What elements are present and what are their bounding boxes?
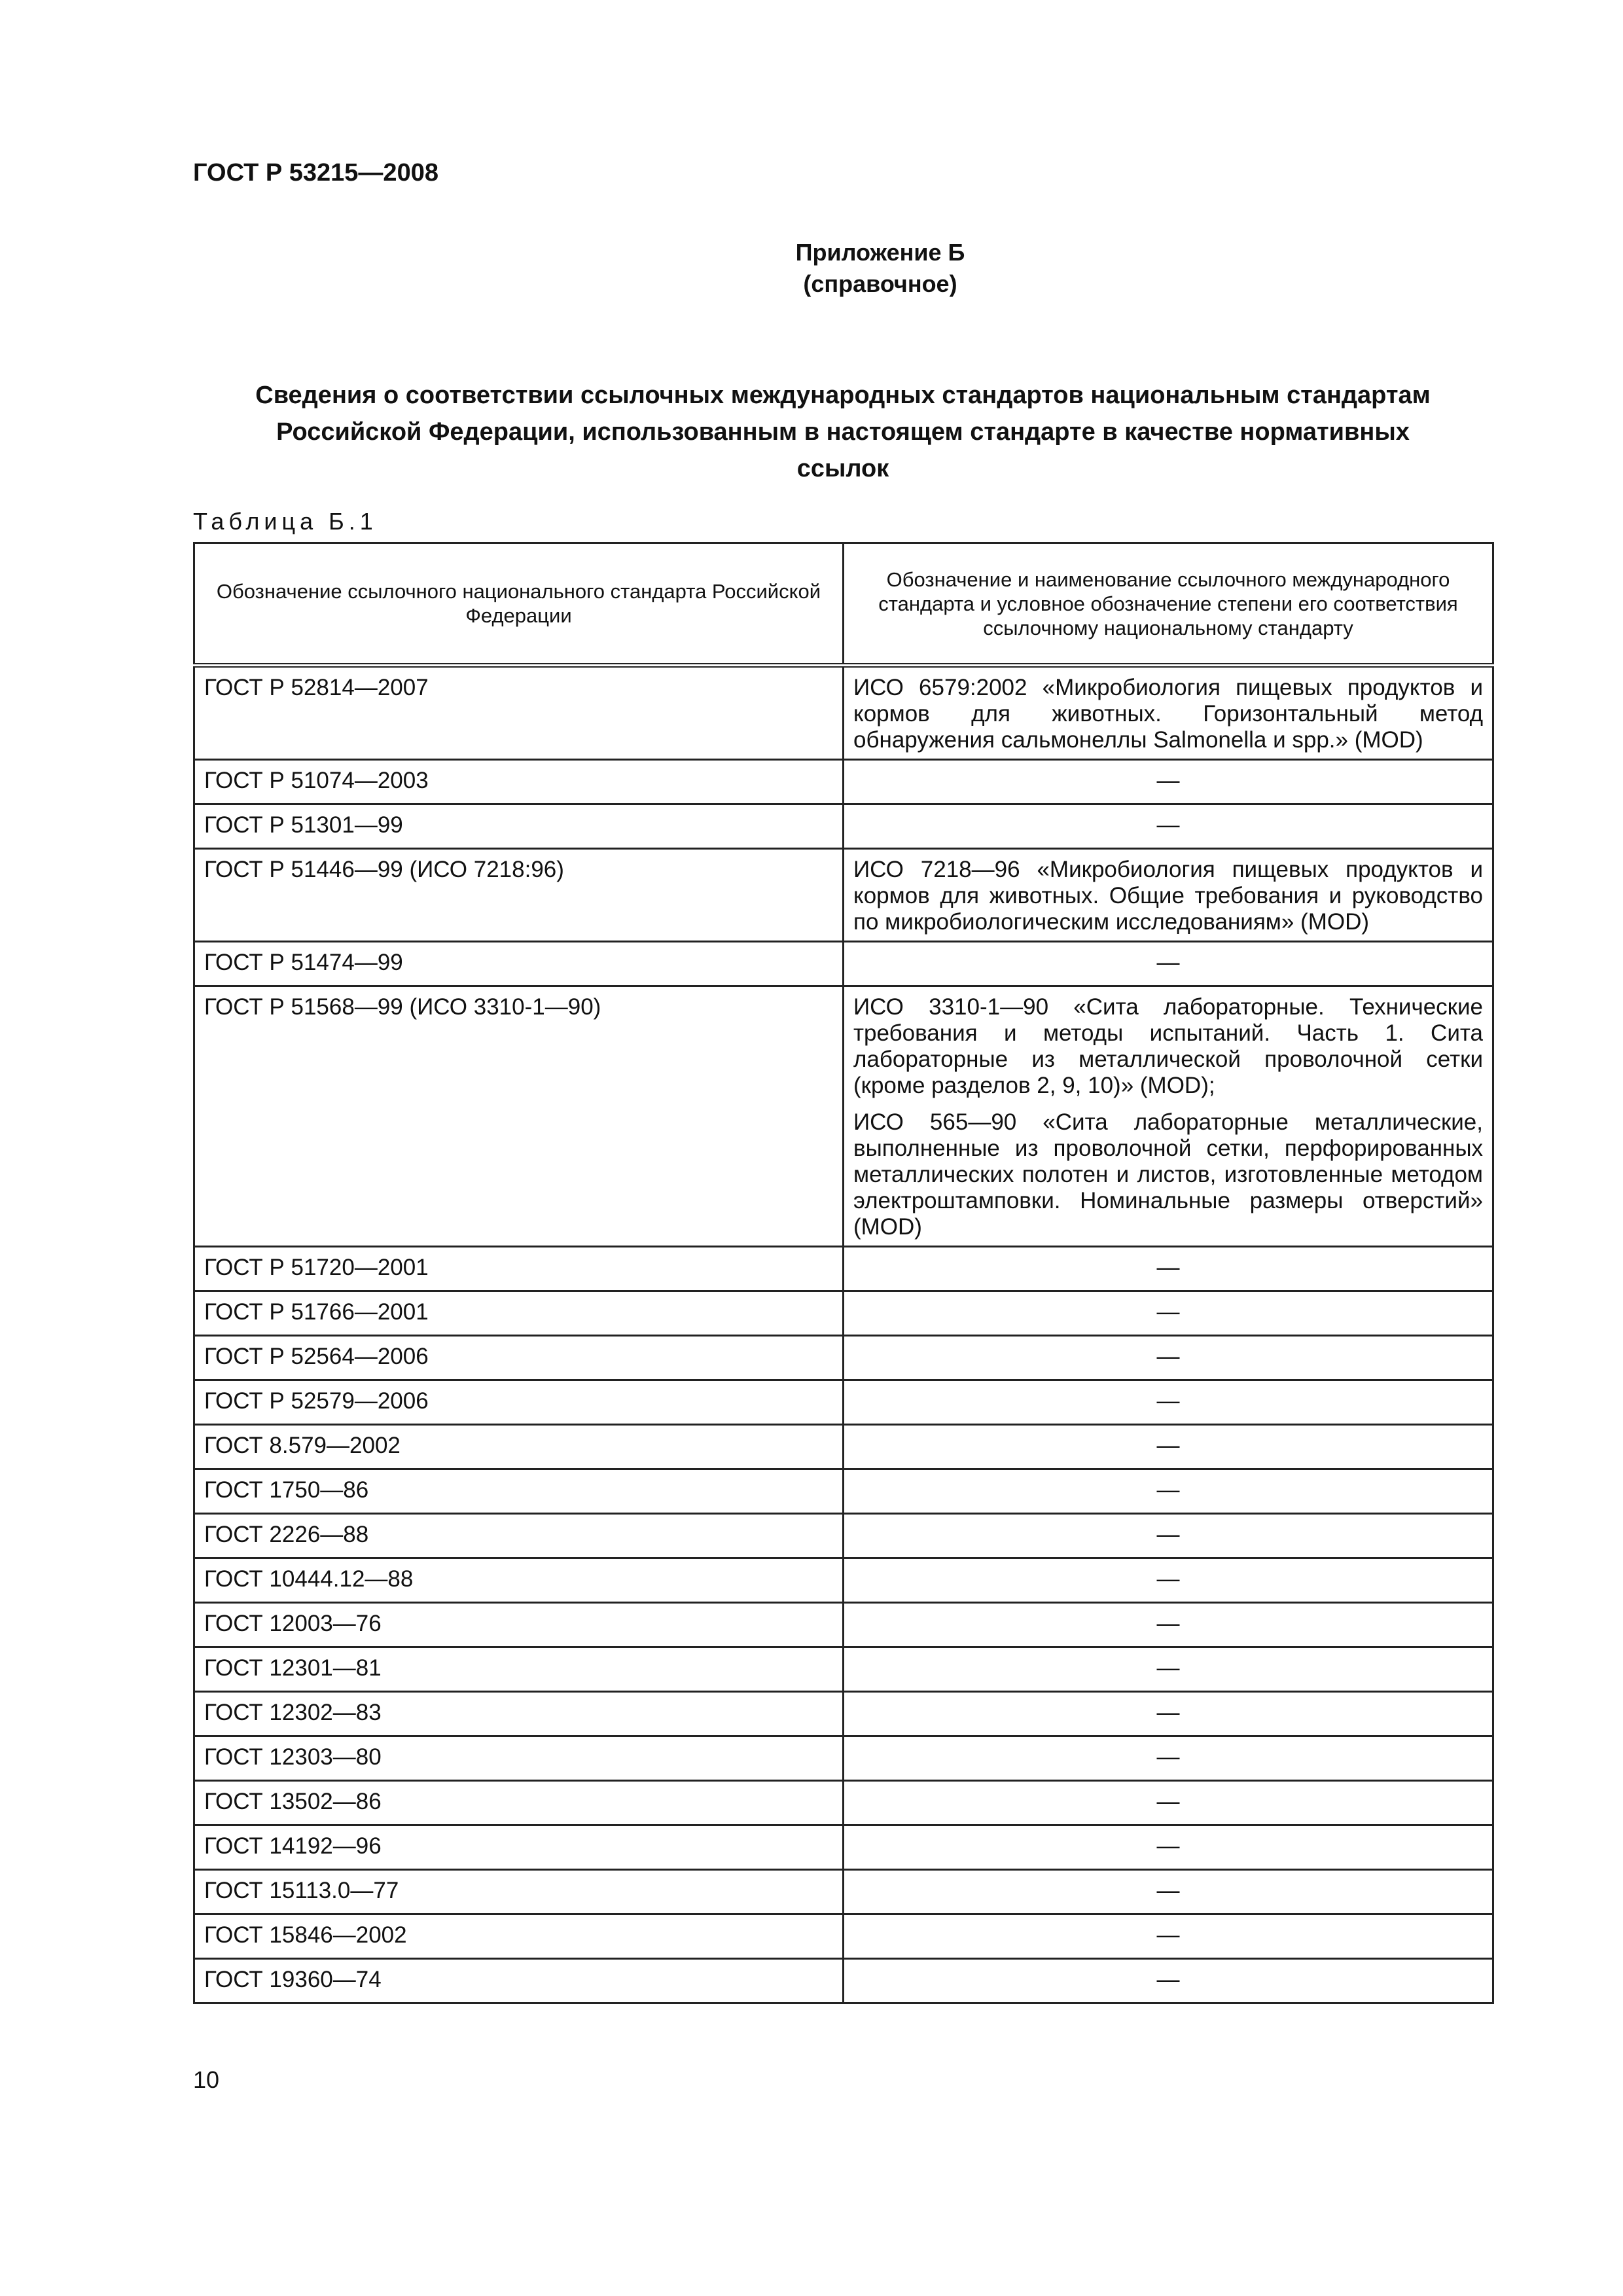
international-standard-cell: [844, 1558, 1493, 1603]
international-standard-cell: [844, 1959, 1493, 2003]
section-heading-line: Сведения о соответствии ссылочных международных стандартов национальным стандартам: [255, 382, 1431, 409]
no-equivalent-dash: —: [1156, 1700, 1180, 1725]
table-row: [194, 1380, 1493, 1425]
section-heading-line: Российской Федерации, использованным в настоящем стандарте в качестве нормативных: [276, 418, 1410, 446]
national-standard-cell: ГОСТ Р 51568—99 (ИСО 3310-1—90): [194, 986, 844, 1247]
national-standard-cell: ГОСТ Р 51474—99: [194, 942, 844, 986]
national-standard-cell: ГОСТ Р 52564—2006: [194, 1336, 844, 1380]
international-standard-cell: [844, 1870, 1493, 1914]
table-row: [194, 1959, 1493, 2003]
no-equivalent-dash: —: [1156, 1655, 1180, 1681]
no-equivalent-dash: —: [1156, 1967, 1180, 1992]
table-header-row: [194, 543, 1493, 666]
no-equivalent-dash: —: [1156, 1566, 1180, 1592]
national-standard-cell: ГОСТ Р 51766—2001: [194, 1291, 844, 1336]
table-row: [194, 1291, 1493, 1336]
table-row: [194, 760, 1493, 804]
table-row: [194, 1558, 1493, 1603]
appendix-kind: (справочное): [803, 270, 957, 297]
no-equivalent-dash: —: [1156, 1922, 1180, 1948]
international-standard-cell: [844, 1647, 1493, 1692]
national-standard-cell: ГОСТ 13502—86: [194, 1781, 844, 1825]
table-row: [194, 1514, 1493, 1558]
national-standard-cell: ГОСТ 1750—86: [194, 1469, 844, 1514]
no-equivalent-dash: —: [1156, 1433, 1180, 1458]
international-standard-cell: [844, 986, 1493, 1247]
page-number: 10: [193, 2066, 220, 2093]
national-standard-cell: ГОСТ Р 52579—2006: [194, 1380, 844, 1425]
national-standard-cell: ГОСТ 10444.12—88: [194, 1558, 844, 1603]
international-standard-cell: [844, 1469, 1493, 1514]
section-heading-line: ссылок: [796, 455, 889, 482]
national-standard-cell: ГОСТ 12303—80: [194, 1736, 844, 1781]
reference-standards-table: [193, 542, 1494, 2004]
no-equivalent-dash: —: [1156, 1477, 1180, 1503]
table-row: [194, 1469, 1493, 1514]
international-standard-text: ИСО 7218—96 «Микробиология пищевых продуктов и кормов для животных. Общие требования и руководство по микробиологическим исследованиям» (MOD): [853, 857, 1483, 935]
no-equivalent-dash: —: [1156, 1299, 1180, 1325]
table-row: [194, 1781, 1493, 1825]
no-equivalent-dash: —: [1156, 1878, 1180, 1903]
no-equivalent-dash: —: [1156, 950, 1180, 975]
table-row: [194, 849, 1493, 942]
national-standard-cell: ГОСТ Р 51074—2003: [194, 760, 844, 804]
international-standard-text: ИСО 3310-1—90 «Сита лабораторные. Технические требования и методы испытаний. Часть 1. Сита лабораторные из металлической проволочной сетки (кроме разделов 2, 9, 10)» (MOD);: [853, 994, 1483, 1098]
table-row: [194, 1336, 1493, 1380]
international-standard-cell: [844, 1291, 1493, 1336]
table-row: [194, 1736, 1493, 1781]
national-standard-cell: ГОСТ Р 51446—99 (ИСО 7218:96): [194, 849, 844, 942]
table-row: [194, 942, 1493, 986]
national-standard-cell: ГОСТ 12003—76: [194, 1603, 844, 1647]
international-standard-cell: [844, 1825, 1493, 1870]
table-row: [194, 1870, 1493, 1914]
national-standard-cell: ГОСТ 2226—88: [194, 1514, 844, 1558]
national-standard-cell: ГОСТ Р 52814—2007: [194, 666, 844, 760]
international-standard-cell: [844, 804, 1493, 849]
international-standard-cell: [844, 849, 1493, 942]
document-code: ГОСТ Р 53215—2008: [193, 159, 438, 187]
no-equivalent-dash: —: [1156, 1388, 1180, 1414]
national-standard-cell: ГОСТ 15846—2002: [194, 1914, 844, 1959]
international-standard-cell: [844, 1603, 1493, 1647]
table-row: [194, 1647, 1493, 1692]
no-equivalent-dash: —: [1156, 1611, 1180, 1636]
no-equivalent-dash: —: [1156, 1744, 1180, 1770]
table-row: [194, 1692, 1493, 1736]
international-standard-cell: [844, 1425, 1493, 1469]
no-equivalent-dash: —: [1156, 1522, 1180, 1547]
table-row: [194, 1825, 1493, 1870]
table-row: [194, 666, 1493, 760]
national-standard-cell: ГОСТ 14192—96: [194, 1825, 844, 1870]
national-standard-cell: ГОСТ 19360—74: [194, 1959, 844, 2003]
international-standard-text: ИСО 6579:2002 «Микробиология пищевых продуктов и кормов для животных. Горизонтальный метод обнаружения сальмонеллы Salmonella и spp.» (MOD): [853, 675, 1483, 753]
section-heading: [190, 377, 1496, 487]
international-standard-cell: [844, 1380, 1493, 1425]
national-standard-cell: ГОСТ Р 51720—2001: [194, 1247, 844, 1291]
national-standard-cell: ГОСТ Р 51301—99: [194, 804, 844, 849]
international-standard-cell: [844, 1736, 1493, 1781]
table-row: [194, 1914, 1493, 1959]
international-standard-cell: [844, 1336, 1493, 1380]
international-standard-cell: [844, 1914, 1493, 1959]
national-standard-cell: ГОСТ 8.579—2002: [194, 1425, 844, 1469]
table-row: [194, 1247, 1493, 1291]
international-standard-cell: [844, 666, 1493, 760]
international-standard-cell: [844, 1692, 1493, 1736]
table-row: [194, 1603, 1493, 1647]
no-equivalent-dash: —: [1156, 768, 1180, 793]
table-row: [194, 804, 1493, 849]
no-equivalent-dash: —: [1156, 1255, 1180, 1280]
national-standard-cell: ГОСТ 15113.0—77: [194, 1870, 844, 1914]
table-caption: Таблица Б.1: [193, 508, 378, 535]
international-standard-cell: [844, 942, 1493, 986]
no-equivalent-dash: —: [1156, 1789, 1180, 1814]
no-equivalent-dash: —: [1156, 1833, 1180, 1859]
table-body: [194, 666, 1493, 2003]
table-row: [194, 986, 1493, 1247]
no-equivalent-dash: —: [1156, 812, 1180, 838]
column-header-international: Обозначение и наименование ссылочного международного стандарта и условное обозначение степени его соответствия ссылочному национальному стандарту: [844, 543, 1493, 666]
table-row: [194, 1425, 1493, 1469]
international-standard-cell: [844, 1247, 1493, 1291]
international-standard-text: ИСО 565—90 «Сита лабораторные металлические, выполненные из проволочной сетки, перфорированных металлических полотен и листов, изготовленные методом электроштамповки. Номинальные размеры отверстий» (MOD): [853, 1109, 1483, 1240]
international-standard-cell: [844, 1514, 1493, 1558]
international-standard-cell: [844, 760, 1493, 804]
column-header-national: Обозначение ссылочного национального стандарта Российской Федерации: [194, 543, 844, 666]
international-standard-cell: [844, 1781, 1493, 1825]
appendix-heading: [697, 237, 1063, 300]
national-standard-cell: ГОСТ 12302—83: [194, 1692, 844, 1736]
appendix-title: Приложение Б: [795, 239, 965, 266]
no-equivalent-dash: —: [1156, 1344, 1180, 1369]
national-standard-cell: ГОСТ 12301—81: [194, 1647, 844, 1692]
